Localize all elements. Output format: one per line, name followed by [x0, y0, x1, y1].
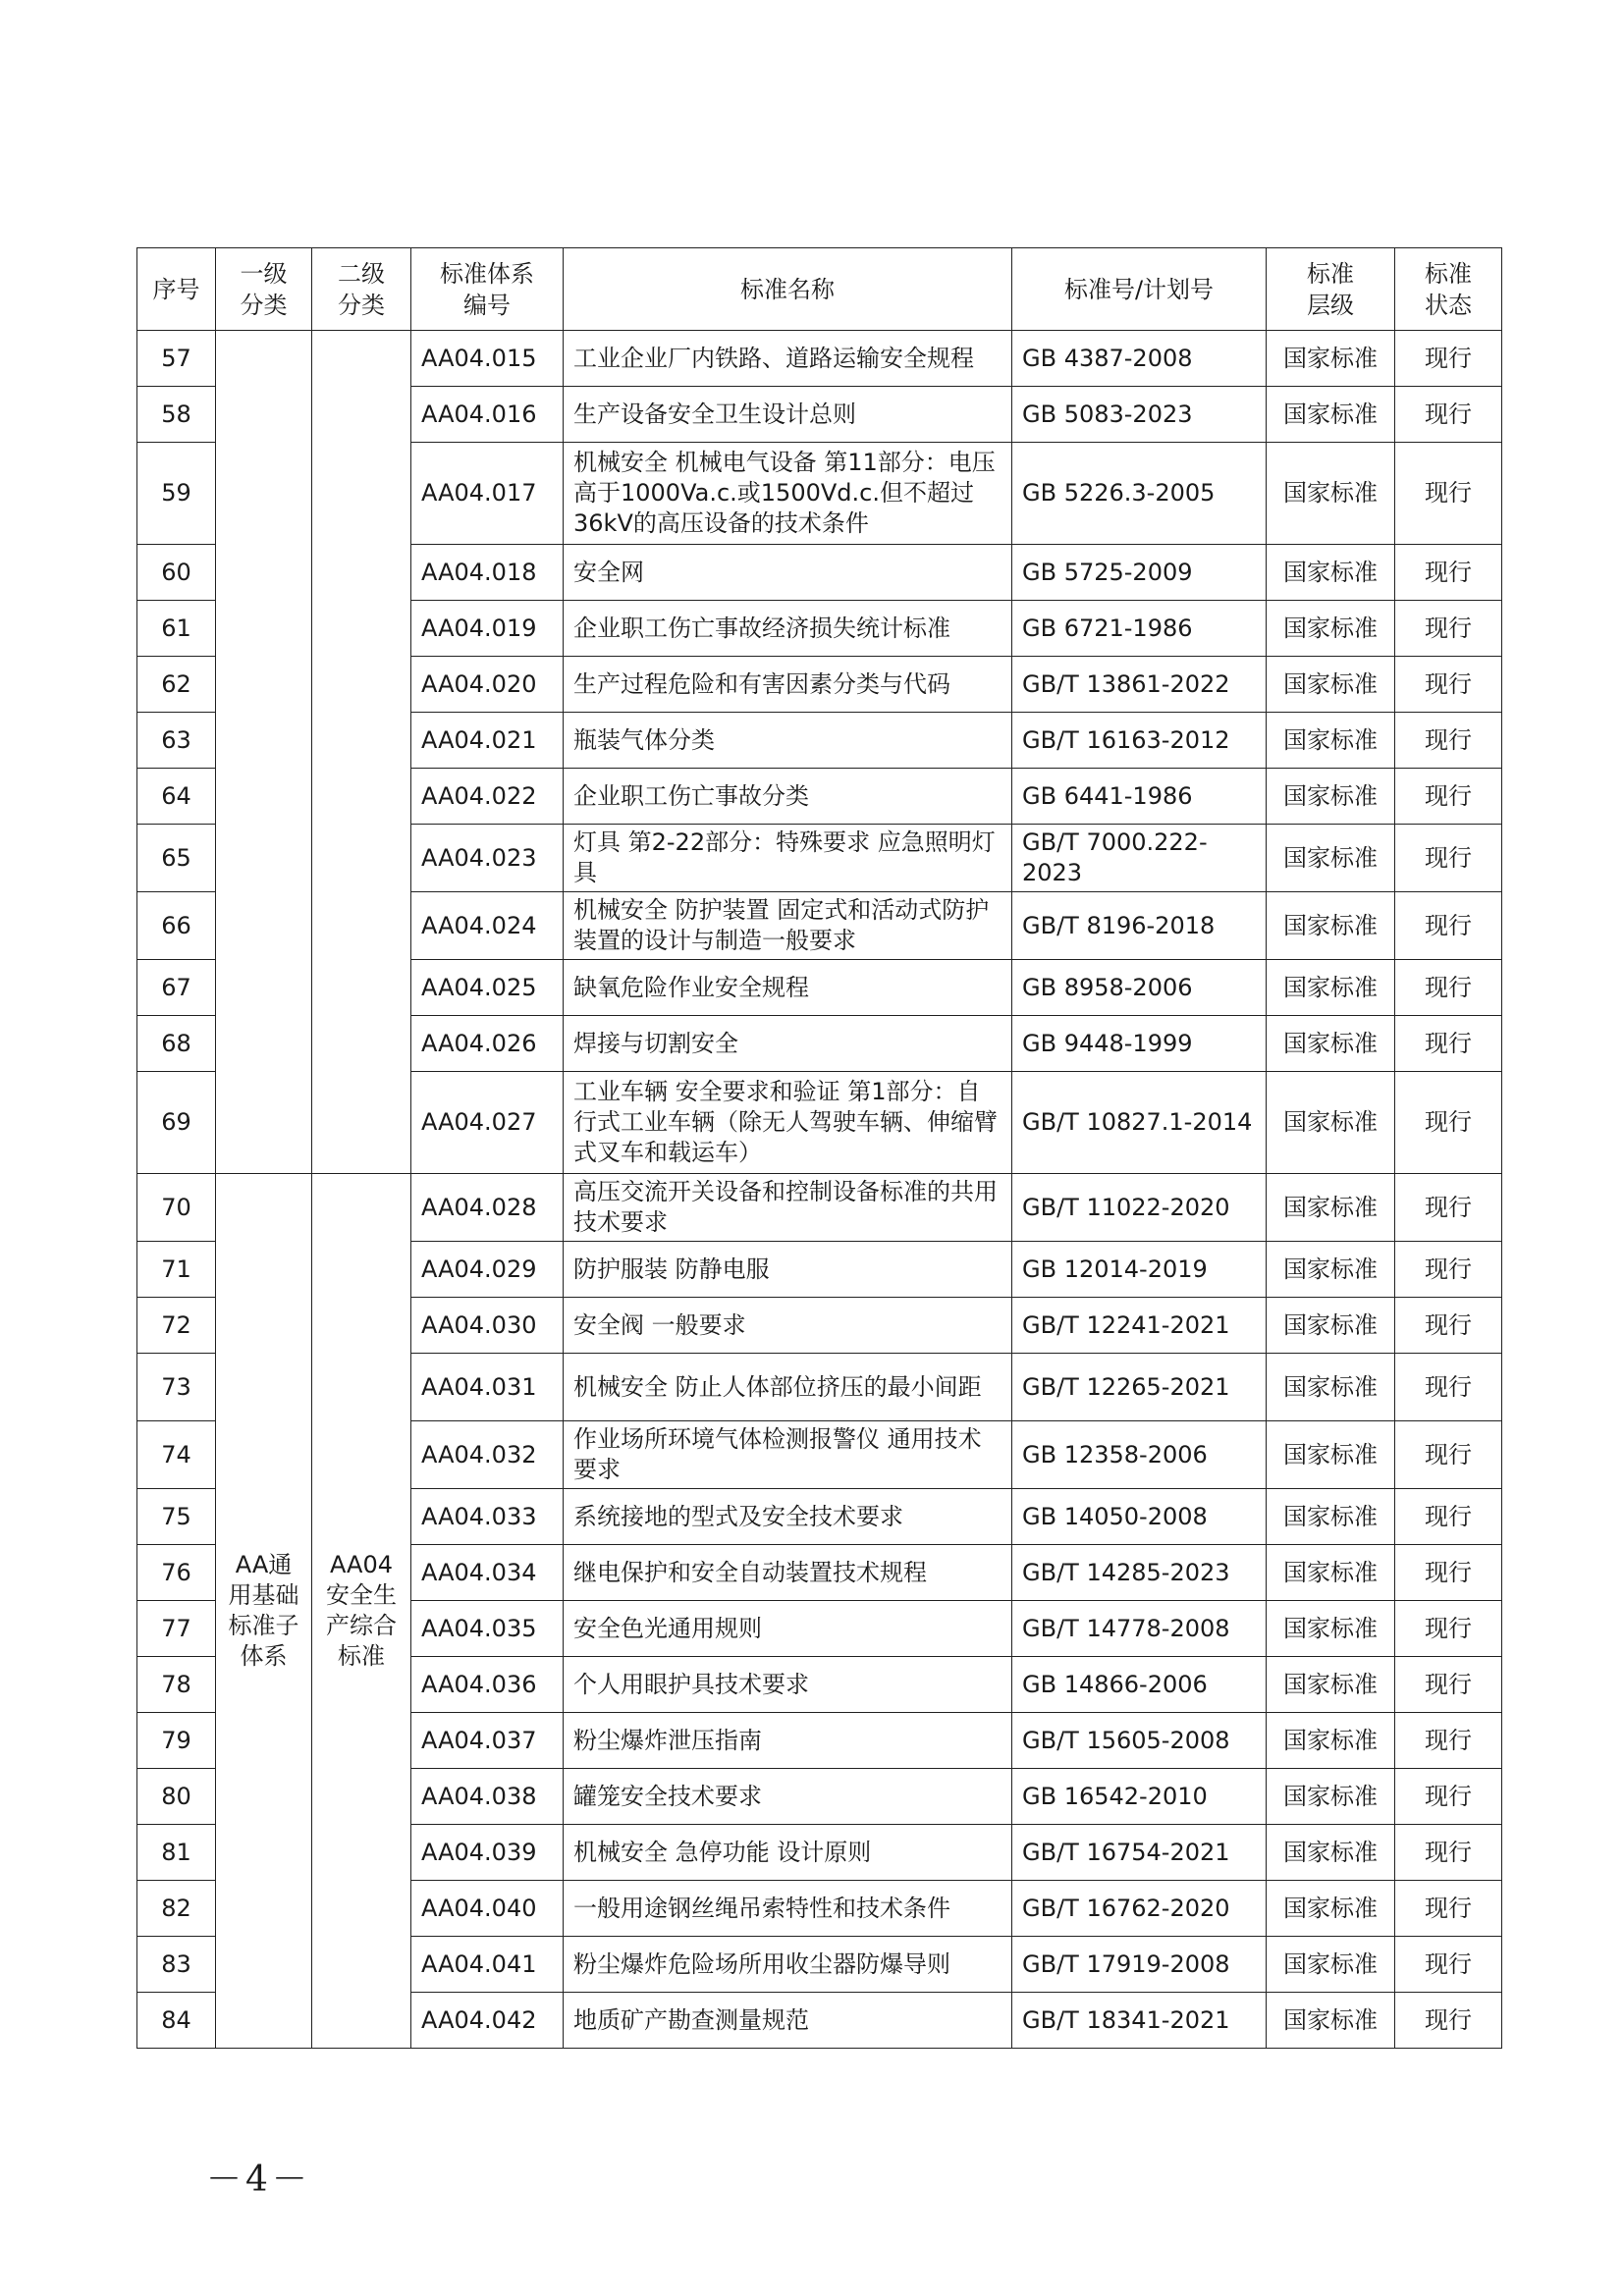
system-code-cell: AA04.040: [411, 1881, 564, 1937]
seq-cell: 82: [137, 1881, 216, 1937]
tier-cell: 国家标准: [1267, 657, 1395, 713]
standard-no-cell: GB/T 11022-2020: [1012, 1174, 1267, 1242]
standard-name-cell: 生产设备安全卫生设计总则: [564, 387, 1012, 443]
seq-cell: 58: [137, 387, 216, 443]
system-code-cell: AA04.015: [411, 331, 564, 387]
status-cell: 现行: [1395, 1937, 1502, 1993]
standard-name-cell: 企业职工伤亡事故经济损失统计标准: [564, 601, 1012, 657]
system-code-cell: AA04.032: [411, 1421, 564, 1489]
header-system-code: 标准体系 编号: [411, 248, 564, 331]
tier-cell: 国家标准: [1267, 443, 1395, 545]
tier-cell: 国家标准: [1267, 1881, 1395, 1937]
tier-cell: 国家标准: [1267, 1937, 1395, 1993]
seq-cell: 80: [137, 1769, 216, 1825]
standard-no-cell: GB 8958-2006: [1012, 960, 1267, 1016]
seq-cell: 69: [137, 1072, 216, 1174]
page-number: －4－: [206, 2160, 311, 2200]
system-code-cell: AA04.037: [411, 1713, 564, 1769]
header-level2: 二级 分类: [312, 248, 411, 331]
tier-cell: 国家标准: [1267, 1072, 1395, 1174]
seq-cell: 79: [137, 1713, 216, 1769]
tier-cell: 国家标准: [1267, 1993, 1395, 2049]
standard-name-cell: 企业职工伤亡事故分类: [564, 769, 1012, 825]
standard-name-cell: 瓶装气体分类: [564, 713, 1012, 769]
status-cell: 现行: [1395, 1489, 1502, 1545]
table-body: [137, 331, 1502, 2049]
seq-cell: 65: [137, 825, 216, 892]
status-cell: 现行: [1395, 1072, 1502, 1174]
table-row: [137, 1174, 1502, 1242]
standard-no-cell: GB/T 15605-2008: [1012, 1713, 1267, 1769]
standard-no-cell: GB 5725-2009: [1012, 545, 1267, 601]
standard-name-cell: 个人用眼护具技术要求: [564, 1657, 1012, 1713]
seq-cell: 74: [137, 1421, 216, 1489]
standard-name-cell: 机械安全 防止人体部位挤压的最小间距: [564, 1354, 1012, 1421]
table-header-row: [137, 248, 1502, 331]
standard-name-cell: 安全网: [564, 545, 1012, 601]
seq-cell: 72: [137, 1298, 216, 1354]
standards-table: [136, 247, 1502, 2049]
standard-name-cell: 机械安全 急停功能 设计原则: [564, 1825, 1012, 1881]
seq-cell: 81: [137, 1825, 216, 1881]
standard-no-cell: GB/T 14285-2023: [1012, 1545, 1267, 1601]
system-code-cell: AA04.020: [411, 657, 564, 713]
seq-cell: 64: [137, 769, 216, 825]
status-cell: 现行: [1395, 1545, 1502, 1601]
standard-no-cell: GB 6721-1986: [1012, 601, 1267, 657]
seq-cell: 62: [137, 657, 216, 713]
header-seq: 序号: [137, 248, 216, 331]
standard-no-cell: GB 5226.3-2005: [1012, 443, 1267, 545]
level2-category-cell: AA04安全生产综合标准: [312, 1174, 411, 2049]
standard-no-cell: GB/T 13861-2022: [1012, 657, 1267, 713]
status-cell: 现行: [1395, 1298, 1502, 1354]
standard-name-cell: 罐笼安全技术要求: [564, 1769, 1012, 1825]
seq-cell: 63: [137, 713, 216, 769]
standard-no-cell: GB 16542-2010: [1012, 1769, 1267, 1825]
status-cell: 现行: [1395, 1242, 1502, 1298]
system-code-cell: AA04.034: [411, 1545, 564, 1601]
seq-cell: 73: [137, 1354, 216, 1421]
header-level1: 一级 分类: [216, 248, 312, 331]
standard-name-cell: 高压交流开关设备和控制设备标准的共用技术要求: [564, 1174, 1012, 1242]
seq-cell: 70: [137, 1174, 216, 1242]
system-code-cell: AA04.017: [411, 443, 564, 545]
seq-cell: 59: [137, 443, 216, 545]
system-code-cell: AA04.036: [411, 1657, 564, 1713]
tier-cell: 国家标准: [1267, 1601, 1395, 1657]
standard-name-cell: 工业企业厂内铁路、道路运输安全规程: [564, 331, 1012, 387]
seq-cell: 66: [137, 892, 216, 960]
system-code-cell: AA04.027: [411, 1072, 564, 1174]
tier-cell: 国家标准: [1267, 1825, 1395, 1881]
standard-name-cell: 工业车辆 安全要求和验证 第1部分：自行式工业车辆（除无人驾驶车辆、伸缩臂式叉车和载运车）: [564, 1072, 1012, 1174]
standard-no-cell: GB/T 10827.1-2014: [1012, 1072, 1267, 1174]
tier-cell: 国家标准: [1267, 1016, 1395, 1072]
status-cell: 现行: [1395, 1713, 1502, 1769]
seq-cell: 83: [137, 1937, 216, 1993]
system-code-cell: AA04.018: [411, 545, 564, 601]
system-code-cell: AA04.025: [411, 960, 564, 1016]
system-code-cell: AA04.019: [411, 601, 564, 657]
status-cell: 现行: [1395, 713, 1502, 769]
system-code-cell: AA04.026: [411, 1016, 564, 1072]
header-standard-name: 标准名称: [564, 248, 1012, 331]
status-cell: 现行: [1395, 657, 1502, 713]
seq-cell: 75: [137, 1489, 216, 1545]
seq-cell: 68: [137, 1016, 216, 1072]
status-cell: 现行: [1395, 1421, 1502, 1489]
standard-no-cell: GB 6441-1986: [1012, 769, 1267, 825]
status-cell: 现行: [1395, 1769, 1502, 1825]
status-cell: 现行: [1395, 1657, 1502, 1713]
status-cell: 现行: [1395, 601, 1502, 657]
standard-no-cell: GB 5083-2023: [1012, 387, 1267, 443]
standard-name-cell: 系统接地的型式及安全技术要求: [564, 1489, 1012, 1545]
status-cell: 现行: [1395, 769, 1502, 825]
level1-category-cell: AA通用基础标准子体系: [216, 1174, 312, 2049]
standard-no-cell: GB/T 16762-2020: [1012, 1881, 1267, 1937]
standard-no-cell: GB/T 17919-2008: [1012, 1937, 1267, 1993]
standard-no-cell: GB 12358-2006: [1012, 1421, 1267, 1489]
tier-cell: 国家标准: [1267, 387, 1395, 443]
standard-no-cell: GB 14866-2006: [1012, 1657, 1267, 1713]
system-code-cell: AA04.033: [411, 1489, 564, 1545]
standard-name-cell: 机械安全 防护装置 固定式和活动式防护装置的设计与制造一般要求: [564, 892, 1012, 960]
system-code-cell: AA04.042: [411, 1993, 564, 2049]
system-code-cell: AA04.035: [411, 1601, 564, 1657]
status-cell: 现行: [1395, 1016, 1502, 1072]
system-code-cell: AA04.041: [411, 1937, 564, 1993]
system-code-cell: AA04.016: [411, 387, 564, 443]
seq-cell: 77: [137, 1601, 216, 1657]
standard-name-cell: 安全色光通用规则: [564, 1601, 1012, 1657]
level1-empty-cell: [216, 331, 312, 1174]
standard-no-cell: GB/T 7000.222-2023: [1012, 825, 1267, 892]
header-standard-no: 标准号/计划号: [1012, 248, 1267, 331]
status-cell: 现行: [1395, 1174, 1502, 1242]
standard-name-cell: 继电保护和安全自动装置技术规程: [564, 1545, 1012, 1601]
table-row: [137, 331, 1502, 387]
standard-no-cell: GB 14050-2008: [1012, 1489, 1267, 1545]
tier-cell: 国家标准: [1267, 825, 1395, 892]
standard-no-cell: GB 4387-2008: [1012, 331, 1267, 387]
standard-name-cell: 粉尘爆炸泄压指南: [564, 1713, 1012, 1769]
status-cell: 现行: [1395, 825, 1502, 892]
standard-no-cell: GB/T 8196-2018: [1012, 892, 1267, 960]
system-code-cell: AA04.024: [411, 892, 564, 960]
system-code-cell: AA04.038: [411, 1769, 564, 1825]
status-cell: 现行: [1395, 331, 1502, 387]
system-code-cell: AA04.039: [411, 1825, 564, 1881]
system-code-cell: AA04.029: [411, 1242, 564, 1298]
tier-cell: 国家标准: [1267, 1298, 1395, 1354]
header-tier: 标准 层级: [1267, 248, 1395, 331]
tier-cell: 国家标准: [1267, 601, 1395, 657]
tier-cell: 国家标准: [1267, 1489, 1395, 1545]
standard-no-cell: GB 12014-2019: [1012, 1242, 1267, 1298]
standard-name-cell: 地质矿产勘查测量规范: [564, 1993, 1012, 2049]
status-cell: 现行: [1395, 387, 1502, 443]
standard-no-cell: GB/T 18341-2021: [1012, 1993, 1267, 2049]
system-code-cell: AA04.022: [411, 769, 564, 825]
tier-cell: 国家标准: [1267, 960, 1395, 1016]
status-cell: 现行: [1395, 960, 1502, 1016]
tier-cell: 国家标准: [1267, 545, 1395, 601]
header-status: 标准 状态: [1395, 248, 1502, 331]
status-cell: 现行: [1395, 1881, 1502, 1937]
seq-cell: 71: [137, 1242, 216, 1298]
tier-cell: 国家标准: [1267, 892, 1395, 960]
tier-cell: 国家标准: [1267, 1174, 1395, 1242]
tier-cell: 国家标准: [1267, 1545, 1395, 1601]
tier-cell: 国家标准: [1267, 1242, 1395, 1298]
status-cell: 现行: [1395, 892, 1502, 960]
standard-no-cell: GB/T 14778-2008: [1012, 1601, 1267, 1657]
seq-cell: 76: [137, 1545, 216, 1601]
standard-name-cell: 防护服装 防静电服: [564, 1242, 1012, 1298]
system-code-cell: AA04.021: [411, 713, 564, 769]
seq-cell: 78: [137, 1657, 216, 1713]
standard-name-cell: 缺氧危险作业安全规程: [564, 960, 1012, 1016]
status-cell: 现行: [1395, 1601, 1502, 1657]
standard-no-cell: GB/T 12241-2021: [1012, 1298, 1267, 1354]
tier-cell: 国家标准: [1267, 331, 1395, 387]
standard-name-cell: 焊接与切割安全: [564, 1016, 1012, 1072]
status-cell: 现行: [1395, 1993, 1502, 2049]
standard-no-cell: GB/T 16754-2021: [1012, 1825, 1267, 1881]
tier-cell: 国家标准: [1267, 1421, 1395, 1489]
tier-cell: 国家标准: [1267, 1769, 1395, 1825]
seq-cell: 84: [137, 1993, 216, 2049]
system-code-cell: AA04.031: [411, 1354, 564, 1421]
seq-cell: 61: [137, 601, 216, 657]
system-code-cell: AA04.023: [411, 825, 564, 892]
standard-no-cell: GB 9448-1999: [1012, 1016, 1267, 1072]
standard-name-cell: 灯具 第2-22部分：特殊要求 应急照明灯具: [564, 825, 1012, 892]
standard-name-cell: 粉尘爆炸危险场所用收尘器防爆导则: [564, 1937, 1012, 1993]
status-cell: 现行: [1395, 1354, 1502, 1421]
tier-cell: 国家标准: [1267, 713, 1395, 769]
standard-name-cell: 安全阀 一般要求: [564, 1298, 1012, 1354]
seq-cell: 67: [137, 960, 216, 1016]
standard-name-cell: 作业场所环境气体检测报警仪 通用技术要求: [564, 1421, 1012, 1489]
tier-cell: 国家标准: [1267, 1354, 1395, 1421]
tier-cell: 国家标准: [1267, 769, 1395, 825]
standard-name-cell: 机械安全 机械电气设备 第11部分：电压高于1000Va.c.或1500Vd.c.但不超过36kV的高压设备的技术条件: [564, 443, 1012, 545]
status-cell: 现行: [1395, 443, 1502, 545]
level2-empty-cell: [312, 331, 411, 1174]
standard-name-cell: 生产过程危险和有害因素分类与代码: [564, 657, 1012, 713]
seq-cell: 57: [137, 331, 216, 387]
status-cell: 现行: [1395, 545, 1502, 601]
standard-no-cell: GB/T 12265-2021: [1012, 1354, 1267, 1421]
standard-no-cell: GB/T 16163-2012: [1012, 713, 1267, 769]
tier-cell: 国家标准: [1267, 1657, 1395, 1713]
standard-name-cell: 一般用途钢丝绳吊索特性和技术条件: [564, 1881, 1012, 1937]
system-code-cell: AA04.028: [411, 1174, 564, 1242]
system-code-cell: AA04.030: [411, 1298, 564, 1354]
status-cell: 现行: [1395, 1825, 1502, 1881]
tier-cell: 国家标准: [1267, 1713, 1395, 1769]
seq-cell: 60: [137, 545, 216, 601]
